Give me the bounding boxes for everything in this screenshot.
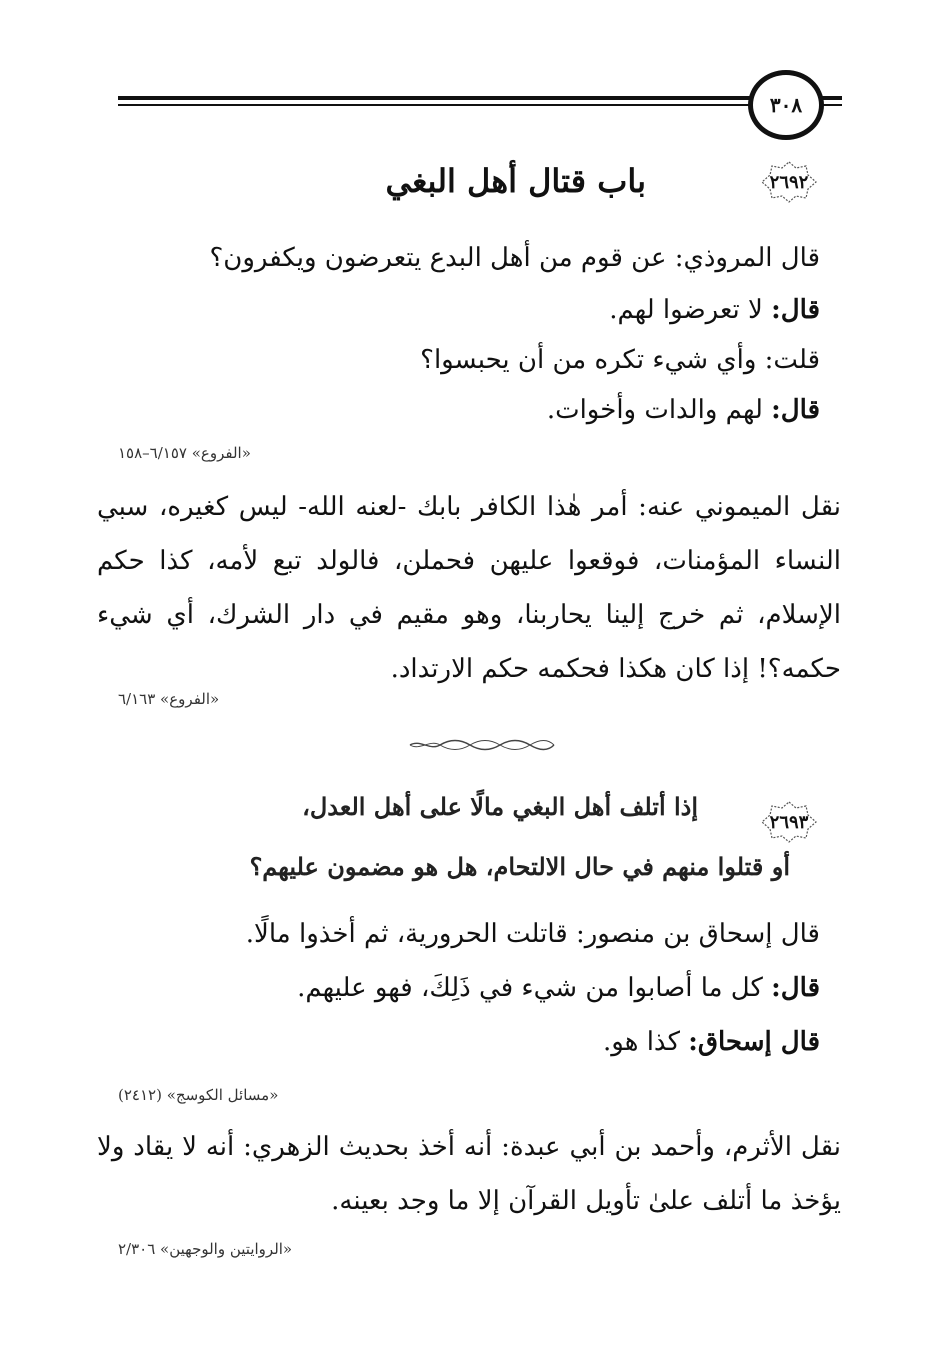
sec3-line-3 [603, 1022, 820, 1062]
header-rule [118, 96, 842, 100]
sec3-source: «مسائل الكوسج» (٢٤١٢) [118, 1086, 279, 1104]
issue-number-medallion [760, 800, 818, 844]
page-number: ٣٠٨ [748, 70, 824, 140]
sec1-line-2 [609, 290, 820, 330]
sec3-line-2-label: قال: [771, 973, 820, 1003]
chapter-title: باب قتال أهل البغي [385, 162, 646, 200]
sec3-line-1 [246, 914, 820, 954]
divider-ornament-icon [408, 738, 556, 752]
sec4-source: «الروايتين والوجهين» ٢/٣٠٦ [118, 1240, 293, 1258]
issue-title-line-1: إذا أتلف أهل البغي مالًا على أهل العدل، [302, 792, 698, 821]
sec3-line-2 [297, 968, 820, 1008]
chapter-number: ٢٦٩٢ [769, 171, 809, 193]
sec1-line-4-label: قال: [771, 395, 820, 425]
sec1-line-3 [420, 340, 820, 380]
sec3-line-1-text: قال إسحاق بن منصور: قاتلت الحرورية، ثم أخذوا مالًا. [245, 919, 820, 949]
sec1-line-3-text: قلت: وأي شيء تكره من أن يحبسوا؟ [420, 345, 820, 375]
header-rule-thin [118, 104, 842, 106]
sec3-line-2-text: كل ما أصابوا من شيء في ذَلِكَ، فهو عليهم. [297, 973, 763, 1003]
sec3-line-3-text: كذا هو. [603, 1027, 680, 1057]
sec1-line-4-text: لهم والدات وأخوات. [546, 395, 763, 425]
sec4-paragraph: نقل الأثرم، وأحمد بن أبي عبدة: أنه أخذ بحديث الزهري: أنه لا يقاد ولا يؤخذ ما أتلف علىٰ تأويل القرآن إلا ما وجد بعينه. [97, 1132, 841, 1216]
issue-number: ٢٦٩٣ [769, 811, 809, 833]
chapter-number-medallion [760, 160, 818, 204]
sec2-paragraph: نقل الميموني عنه: أمر هٰذا الكافر بابك -لعنه الله- ليس كغيره، سبي النساء المؤمنات، فوقعوا عليهن فحملن، فالولد تبع لأمه، كذا حكم الإسلام، ثم خرج إلينا يحاربنا، وهو مقيم في دار الشرك، أي شيء حكمه؟! إذا كان هكذا فحكمه حكم الارتداد. [97, 492, 841, 684]
sec1-line-1 [209, 238, 820, 278]
issue-title-line-2: أو قتلوا منهم في حال الالتحام، هل هو مضمون عليهم؟ [249, 852, 790, 881]
sec2-source: «الفروع» ٦/١٦٣ [118, 690, 220, 708]
sec1-line-2-label: قال: [771, 295, 820, 325]
sec1-source: «الفروع» ٦/١٥٧–١٥٨ [118, 444, 251, 462]
sec1-line-4 [547, 390, 820, 430]
sec3-line-3-label: قال إسحاق: [688, 1027, 820, 1057]
sec1-line-2-text: لا تعرضوا لهم. [609, 295, 763, 325]
sec1-line-1-text: قال المروذي: عن قوم من أهل البدع يتعرضون ويكفرون؟ [209, 243, 820, 273]
